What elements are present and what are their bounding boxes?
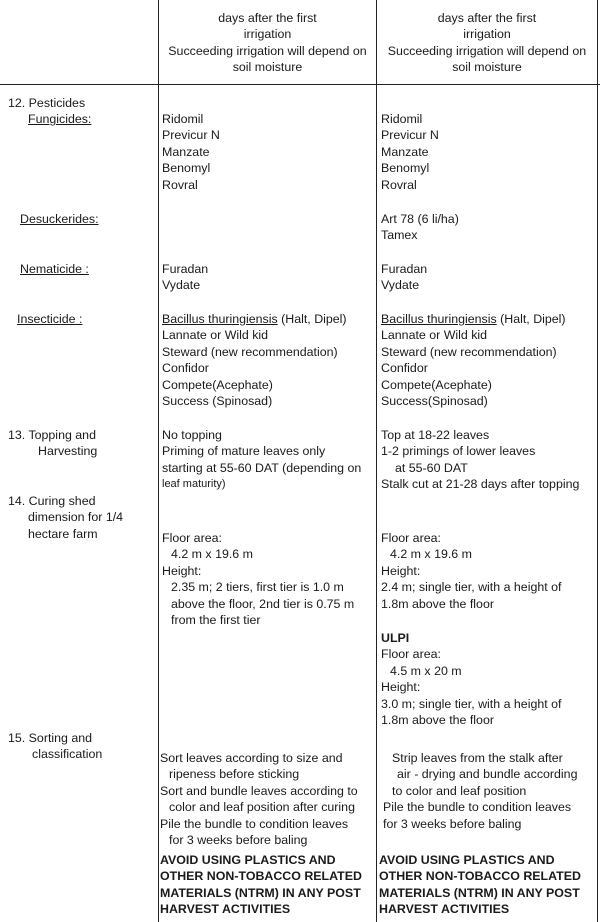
nematicide-col-b: Furadan Vydate [381, 262, 428, 293]
irrigation-text-col-b: days after the first irrigation Succeeding irrigation will depend on soil moisture [387, 11, 587, 75]
row-divider [0, 84, 600, 85]
curing-label: 14. Curing shed dimension for 1/4 hectare farm [8, 494, 124, 541]
curing-ulpi-col-b: ULPI Floor area: 4.5 m x 20 m Height: 3.0 m; single tier, with a height of 1.8m above the floor [381, 631, 562, 728]
nematicide-label: Nematicide : [20, 262, 89, 276]
insecticide-col-b: Bacillus thuringiensis (Halt, Dipel) Lannate or Wild kid Steward (new recommendation) Confidor Compete(Acephate) Success(Spinosad) [381, 312, 566, 409]
sorting-label: 15. Sorting and classification [8, 731, 103, 762]
column-divider-2 [376, 0, 377, 922]
irrigation-text-col-a: days after the first irrigation Succeeding irrigation will depend on soil moisture [168, 11, 367, 75]
insecticide-label: Insecticide : [17, 312, 83, 326]
curing-col-a: Floor area: 4.2 m x 19.6 m Height: 2.35 m; 2 tiers, first tier is 1.0 m above the floor, 2nd tier is 0.75 m from the first tier [162, 531, 355, 628]
fungicides-col-a: Ridomil Previcur N Manzate Benomyl Rovral [162, 112, 220, 192]
fungicides-label: Fungicides: [28, 112, 92, 127]
desuckerides-col-b: Art 78 (6 li/ha) Tamex [381, 212, 459, 243]
fungicides-col-b: Ridomil Previcur N Manzate Benomyl Rovral [381, 112, 439, 192]
column-divider-1 [158, 0, 159, 922]
topping-col-b: Top at 18-22 leaves 1-2 primings of lower leaves at 55-60 DAT Stalk cut at 21-28 days after topping [381, 428, 580, 492]
sorting-col-b: Strip leaves from the stalk after air - drying and bundle according to color and leaf position Pile the bundle to condition leaves for 3 weeks before baling [383, 751, 578, 831]
column-divider-3 [597, 0, 598, 922]
curing-col-b: Floor area: 4.2 m x 19.6 m Height: 2.4 m; single tier, with a height of 1.8m above the floor [381, 531, 562, 611]
insecticide-col-a: Bacillus thuringiensis (Halt, Dipel) Lannate or Wild kid Steward (new recommendation) Confidor Compete(Acephate) Success (Spinosad) [162, 312, 347, 409]
desuckerides-label: Desuckerides: [20, 212, 99, 226]
sorting-col-a: Sort leaves according to size and ripeness before sticking Sort and bundle leaves according to color and leaf position after curing Pile the bundle to condition leaves for 3 weeks before baling [160, 751, 358, 848]
pesticides-label: 12. Pesticides Fungicides: [8, 96, 92, 127]
topping-label: 13. Topping and Harvesting [8, 428, 98, 459]
topping-col-a: No topping Priming of mature leaves only starting at 55-60 DAT (depending on leaf maturity) [162, 428, 362, 491]
ntrm-warning-col-a: AVOID USING PLASTICS AND OTHER NON-TOBACCO RELATED MATERIALS (NTRM) IN ANY POST HARVEST ACTIVITIES [160, 853, 362, 917]
nematicide-col-a: Furadan Vydate [162, 262, 209, 293]
ntrm-warning-col-b: AVOID USING PLASTICS AND OTHER NON-TOBACCO RELATED MATERIALS (NTRM) IN ANY POST HARVEST ACTIVITIES [379, 853, 581, 917]
